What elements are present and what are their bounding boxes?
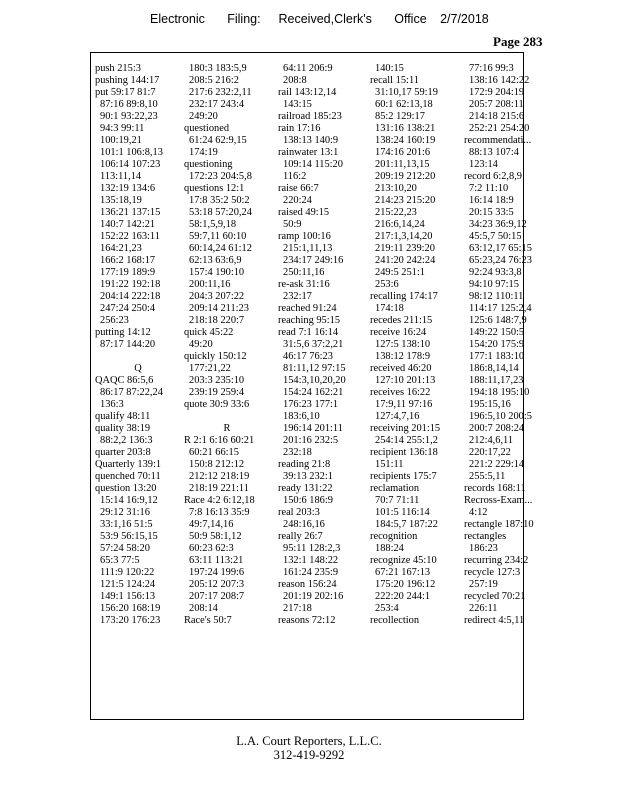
index-entry: 257:19 [469,579,498,590]
index-entry: 151:11 [375,459,404,470]
index-entry: put 59:17 81:7 [95,87,156,98]
index-entry: 234:17 249:16 [283,255,344,266]
index-entry: Race 4:2 6:12,18 [184,495,255,506]
index-entry: quote 30:9 33:6 [184,399,250,410]
index-entry: 31:5,6 37:2,21 [283,339,344,350]
index-entry: 94:10 97:15 [469,279,519,290]
index-entry: 57:24 58:20 [100,543,150,554]
index-entry: re-ask 31:16 [278,279,330,290]
index-entry: 218:19 221:11 [189,483,249,494]
index-entry: Race's 50:7 [184,615,232,626]
index-entry: recedes 211:15 [370,315,433,326]
index-entry: 31:10,17 59:19 [375,87,438,98]
index-entry: 49:20 [189,339,213,350]
index-entry: 252:21 254:20 [469,123,530,134]
index-entry: 60:23 62:3 [189,543,234,554]
index-entry: record 6:2,8,9 [464,171,522,182]
index-entry: Recross-Exam... [464,495,533,506]
index-entry: 62:13 63:6,9 [189,255,242,266]
index-entry: 219:11 239:20 [375,243,435,254]
index-entry: 208:14 [189,603,218,614]
index-entry: 191:22 192:18 [100,279,161,290]
index-entry: reason 156:24 [278,579,337,590]
index-entry: 209:14 211:23 [189,303,249,314]
index-entry: 247:24 250:4 [100,303,156,314]
index-entry: 175:20 196:12 [375,579,436,590]
index-entry: 59:7,11 60:10 [189,231,247,242]
index-entry: 140:7 142:21 [100,219,156,230]
index-entry: 186:23 [469,543,498,554]
index-entry: 253:6 [375,279,399,290]
index-entry: 253:4 [375,603,399,614]
index-entry: 226:11 [469,603,498,614]
index-entry: 200:11,16 [189,279,231,290]
index-entry: 50:9 [283,219,302,230]
index-entry: recalling 174:17 [370,291,438,302]
index-entry: 232:17 [283,291,312,302]
section-letter: Q [134,363,142,374]
index-entry: 87:17 144:20 [100,339,156,350]
index-entry: 136:3 [100,399,124,410]
index-entry: 50:9 58:1,12 [189,531,242,542]
index-entry: push 215:3 [95,63,141,74]
index-entry: 29:12 31:16 [100,507,150,518]
index-entry: reasons 72:12 [278,615,336,626]
index-entry: 232:17 243:4 [189,99,245,110]
index-entry: 249:5 251:1 [375,267,425,278]
index-entry: questions 12:1 [184,183,245,194]
index-entry: 248:16,16 [283,519,325,530]
index-entry: 53:18 57:20,24 [189,207,252,218]
index-entry: 58:1,5,9,18 [189,219,237,230]
index-entry: 86:17 87:22,24 [100,387,163,398]
index-entry: 100:19,21 [100,135,142,146]
index-entry: 125:6 148:7,9 [469,315,527,326]
index-entry: 174:19 [189,147,218,158]
index-entry: quarter 203:8 [95,447,151,458]
index-column-2 [184,63,270,627]
index-entry: 218:18 220:7 [189,315,245,326]
index-entry: recollection [370,615,420,626]
index-entry: 60:1 62:13,18 [375,99,433,110]
index-entry: reached 91:24 [278,303,337,314]
index-entry: receiving 201:15 [370,423,441,434]
page-number: Page 283 [493,34,543,49]
index-entry: 204:3 207:22 [189,291,245,302]
index-column-1 [95,63,181,627]
index-entry: 154:3,10,20,20 [283,375,346,386]
index-entry: 150:6 186:9 [283,495,333,506]
index-entry: 154:24 162:21 [283,387,344,398]
index-entry: 46:17 76:23 [283,351,333,362]
index-entry: 101:5 116:14 [375,507,430,518]
index-entry: 106:14 107:23 [100,159,161,170]
index-column-3 [278,63,364,627]
index-entry: 81:11,12 97:15 [283,363,346,374]
index-entry: 16:14 18:9 [469,195,514,206]
index-entry: 7:2 11:10 [469,183,509,194]
index-entry: R 2:1 6:16 60:21 [184,435,255,446]
index-entry: 131:16 138:21 [375,123,436,134]
index-entry: raise 66:7 [278,183,319,194]
index-entry: recurring 234:2 [464,555,529,566]
index-entry: QAQC 86:5,6 [95,375,154,386]
index-entry: 254:14 255:1,2 [375,435,438,446]
index-entry: 194:18 195:10 [469,387,530,398]
index-entry: recipient 136:18 [370,447,438,458]
index-entry: 34:23 36:9,12 [469,219,527,230]
index-entry: question 13:20 [95,483,157,494]
index-entry: 213:10,20 [375,183,417,194]
index-entry: 88:13 107:4 [469,147,519,158]
index-entry: 95:11 128:2,3 [283,543,341,554]
index-entry: 164:21,23 [100,243,142,254]
index-entry: ready 131:22 [278,483,333,494]
index-entry: 215:22,23 [375,207,417,218]
index-entry: 53:9 56:15,15 [100,531,158,542]
index-entry: 249:20 [189,111,218,122]
index-entry: 183:6,10 [283,411,320,422]
index-entry: 7:8 16:13 35:9 [189,507,250,518]
index-entry: 152:22 163:11 [100,231,160,242]
index-entry: 135:18,19 [100,195,142,206]
index-entry: recommendati... [464,135,532,146]
index-entry: 201:11,13,15 [375,159,430,170]
index-entry: ramp 100:16 [278,231,331,242]
index-entry: 17:8 35:2 50:2 [189,195,250,206]
index-entry [95,351,181,363]
index-entry: 87:16 89:8,10 [100,99,158,110]
index-entry: 220:24 [283,195,312,206]
index-entry: 201:19 202:16 [283,591,344,602]
index-entry: 173:20 176:23 [100,615,161,626]
index-entry: 172:23 204:5,8 [189,171,252,182]
index-entry: 113:11,14 [100,171,142,182]
index-entry: rainwater 13:1 [278,147,339,158]
index-entry: recognition [370,531,418,542]
index-entry: 177:21,22 [189,363,231,374]
index-entry: 45:5,7 50:15 [469,231,522,242]
index-entry: 111:9 120:22 [100,567,155,578]
index-entry: 88:2,2 136:3 [100,435,153,446]
index-entry: 109:14 115:20 [283,159,343,170]
index-entry: 166:2 168:17 [100,255,156,266]
index-entry: 101:1 106:8,13 [100,147,163,158]
index-entry: 92:24 93:3,8 [469,267,522,278]
index-entry: 149:22 150:5 [469,327,525,338]
index-entry: 177:1 183:10 [469,351,525,362]
index-entry: 232:18 [283,447,312,458]
index-entry: quick 45:22 [184,327,234,338]
index-entry: quality 38:19 [95,423,151,434]
index-entry: 64:11 206:9 [283,63,333,74]
index-entry: redirect 4:5,11 [464,615,525,626]
index-entry: recycle 127:3 [464,567,521,578]
index-entry: really 26:7 [278,531,323,542]
index-entry: qualify 48:11 [95,411,151,422]
index-entry: 184:5,7 187:22 [375,519,438,530]
index-column-5 [464,63,550,627]
index-entry: 138:16 142:22 [469,75,530,86]
index-entry: 39:13 232:1 [283,471,333,482]
index-entry: 149:1 156:13 [100,591,156,602]
index-entry: recipients 175:7 [370,471,437,482]
index-entry: 217:6 232:2,11 [189,87,252,98]
index-column-4 [370,63,456,627]
index-entry: received 46:20 [370,363,432,374]
index-entry: recall 15:11 [370,75,419,86]
index-entry: 201:16 232:5 [283,435,339,446]
index-entry: 212:4,6,11 [469,435,514,446]
index-entry: 197:24 199:6 [189,567,245,578]
index-entry: 154:20 175:9 [469,339,525,350]
index-entry: receives 16:22 [370,387,431,398]
index-entry: 17:9,11 97:16 [375,399,433,410]
index-entry: 216:6,14,24 [375,219,425,230]
index-entry: 49:7,14,16 [189,519,234,530]
index-entry: 157:4 190:10 [189,267,245,278]
index-entry: reading 21:8 [278,459,331,470]
index-entry: 132:1 148:22 [283,555,339,566]
index-entry: railroad 185:23 [278,111,342,122]
index-entry: quenched 70:11 [95,471,161,482]
index-entry: 60:14,24 61:12 [189,243,252,254]
index-entry: 150:8 212:12 [189,459,245,470]
section-letter: R [223,423,231,434]
index-entry: 127:10 201:13 [375,375,436,386]
index-entry: 214:18 215:6 [469,111,525,122]
index-entry: 212:12 218:19 [189,471,250,482]
index-entry: read 7:1 16:14 [278,327,339,338]
index-entry: 156:20 168:19 [100,603,161,614]
index-entry: 70:7 71:11 [375,495,420,506]
index-entry: 138:24 160:19 [375,135,436,146]
index-entry: putting 14:12 [95,327,151,338]
index-entry: rain 17:16 [278,123,321,134]
index-entry: 196:14 201:11 [283,423,343,434]
court-reporter-name: L.A. Court Reporters, L.L.C. [236,734,382,748]
index-entry: 195:15,16 [469,399,511,410]
index-entry: 123:14 [469,159,498,170]
index-entry: recycled 70:21 [464,591,526,602]
index-entry: recognize 45:10 [370,555,437,566]
index-entry: 217:18 [283,603,312,614]
index-entry: 127:4,7,16 [375,411,420,422]
index-entry: 172:9 204:19 [469,87,525,98]
index-entry: rectangle 187:10 [464,519,534,530]
court-reporter-phone: 312-419-9292 [273,748,345,762]
index-entry: 220:17,22 [469,447,511,458]
index-entry: Quarterly 139:1 [95,459,162,470]
index-entry: 205:7 208:11 [469,99,524,110]
index-entry: questioned [184,123,230,134]
index-entry: 250:11,16 [283,267,325,278]
index-entry: 204:14 222:18 [100,291,161,302]
index-entry: 177:19 189:9 [100,267,156,278]
index-entry: 132:19 134:6 [100,183,156,194]
index-entry: 20:15 33:5 [469,207,514,218]
index-entry: 200:7 208:24 [469,423,525,434]
index-entry: 180:3 183:5,9 [189,63,247,74]
index-entry: records 168:11 [464,483,526,494]
index-entry: 61:24 62:9,15 [189,135,247,146]
index-entry: 174:16 201:6 [375,147,431,158]
index-entry: 114:17 125:2,4 [469,303,532,314]
index-entry: 188:11,17,23 [469,375,524,386]
index-entry: 207:17 208:7 [189,591,245,602]
index-entry: rail 143:12,14 [278,87,337,98]
index-entry: 221:2 229:14 [469,459,525,470]
index-entry: 63:11 113:21 [189,555,244,566]
index-entry: 222:20 244:1 [375,591,431,602]
index-entry: 63:12,17 65:15 [469,243,532,254]
index-entry: 255:5,11 [469,471,506,482]
index-entry: 256:23 [100,315,129,326]
index-entry: 239:19 259:4 [189,387,245,398]
word-index-box [90,52,534,720]
index-entry: 176:23 177:1 [283,399,339,410]
index-entry: raised 49:15 [278,207,330,218]
index-entry: 121:5 124:24 [100,579,156,590]
index-entry: questioning [184,159,233,170]
index-entry: receive 16:24 [370,327,427,338]
index-entry: 4:12 [469,507,488,518]
index-entry: 188:24 [375,543,404,554]
index-entry: 15:14 16:9,12 [100,495,158,506]
index-entry: 136:21 137:15 [100,207,161,218]
index-entry: reaching 95:15 [278,315,341,326]
index-entry: 215:1,11,13 [283,243,333,254]
index-entry: 217:1,3,14,20 [375,231,433,242]
index-entry: 33:1,16 51:5 [100,519,153,530]
index-entry: 116:2 [283,171,307,182]
index-entry: 98:12 110:11 [469,291,524,302]
index-entry: 77:16 99:3 [469,63,514,74]
index-entry: 209:19 212:20 [375,171,436,182]
index-entry [184,411,270,423]
index-entry: 161:24 235:9 [283,567,339,578]
index-entry: 90:1 93:22,23 [100,111,158,122]
index-entry: 143:15 [283,99,312,110]
index-entry: 65:3 77:5 [100,555,140,566]
index-entry: 174:18 [375,303,404,314]
index-entry: 60:21 66:15 [189,447,239,458]
index-entry: 138:12 178:9 [375,351,431,362]
index-entry: 205:12 207:3 [189,579,245,590]
index-entry: reclamation [370,483,420,494]
index-entry: quickly 150:12 [184,351,247,362]
index-entry: pushing 144:17 [95,75,160,86]
filing-stamp: Electronic Filing: Received,Clerk's Office 2/7/2018 [150,12,489,26]
index-entry: rectangles [464,531,507,542]
index-entry: 241:20 242:24 [375,255,436,266]
index-entry: 196:5,10 200:5 [469,411,532,422]
index-entry: 65:23,24 76:23 [469,255,532,266]
index-entry: 67:21 167:13 [375,567,431,578]
index-entry: 214:23 215:20 [375,195,436,206]
index-entry: 127:5 138:10 [375,339,431,350]
index-entry: 138:13 140:9 [283,135,339,146]
index-entry: 208:8 [283,75,307,86]
index-entry: 208:5 216:2 [189,75,239,86]
index-entry: real 203:3 [278,507,320,518]
index-entry: 140:15 [375,63,404,74]
index-entry: 186:8,14,14 [469,363,519,374]
index-entry: 94:3 99:11 [100,123,145,134]
index-entry: 203:3 235:10 [189,375,245,386]
index-entry: 85:2 129:17 [375,111,425,122]
